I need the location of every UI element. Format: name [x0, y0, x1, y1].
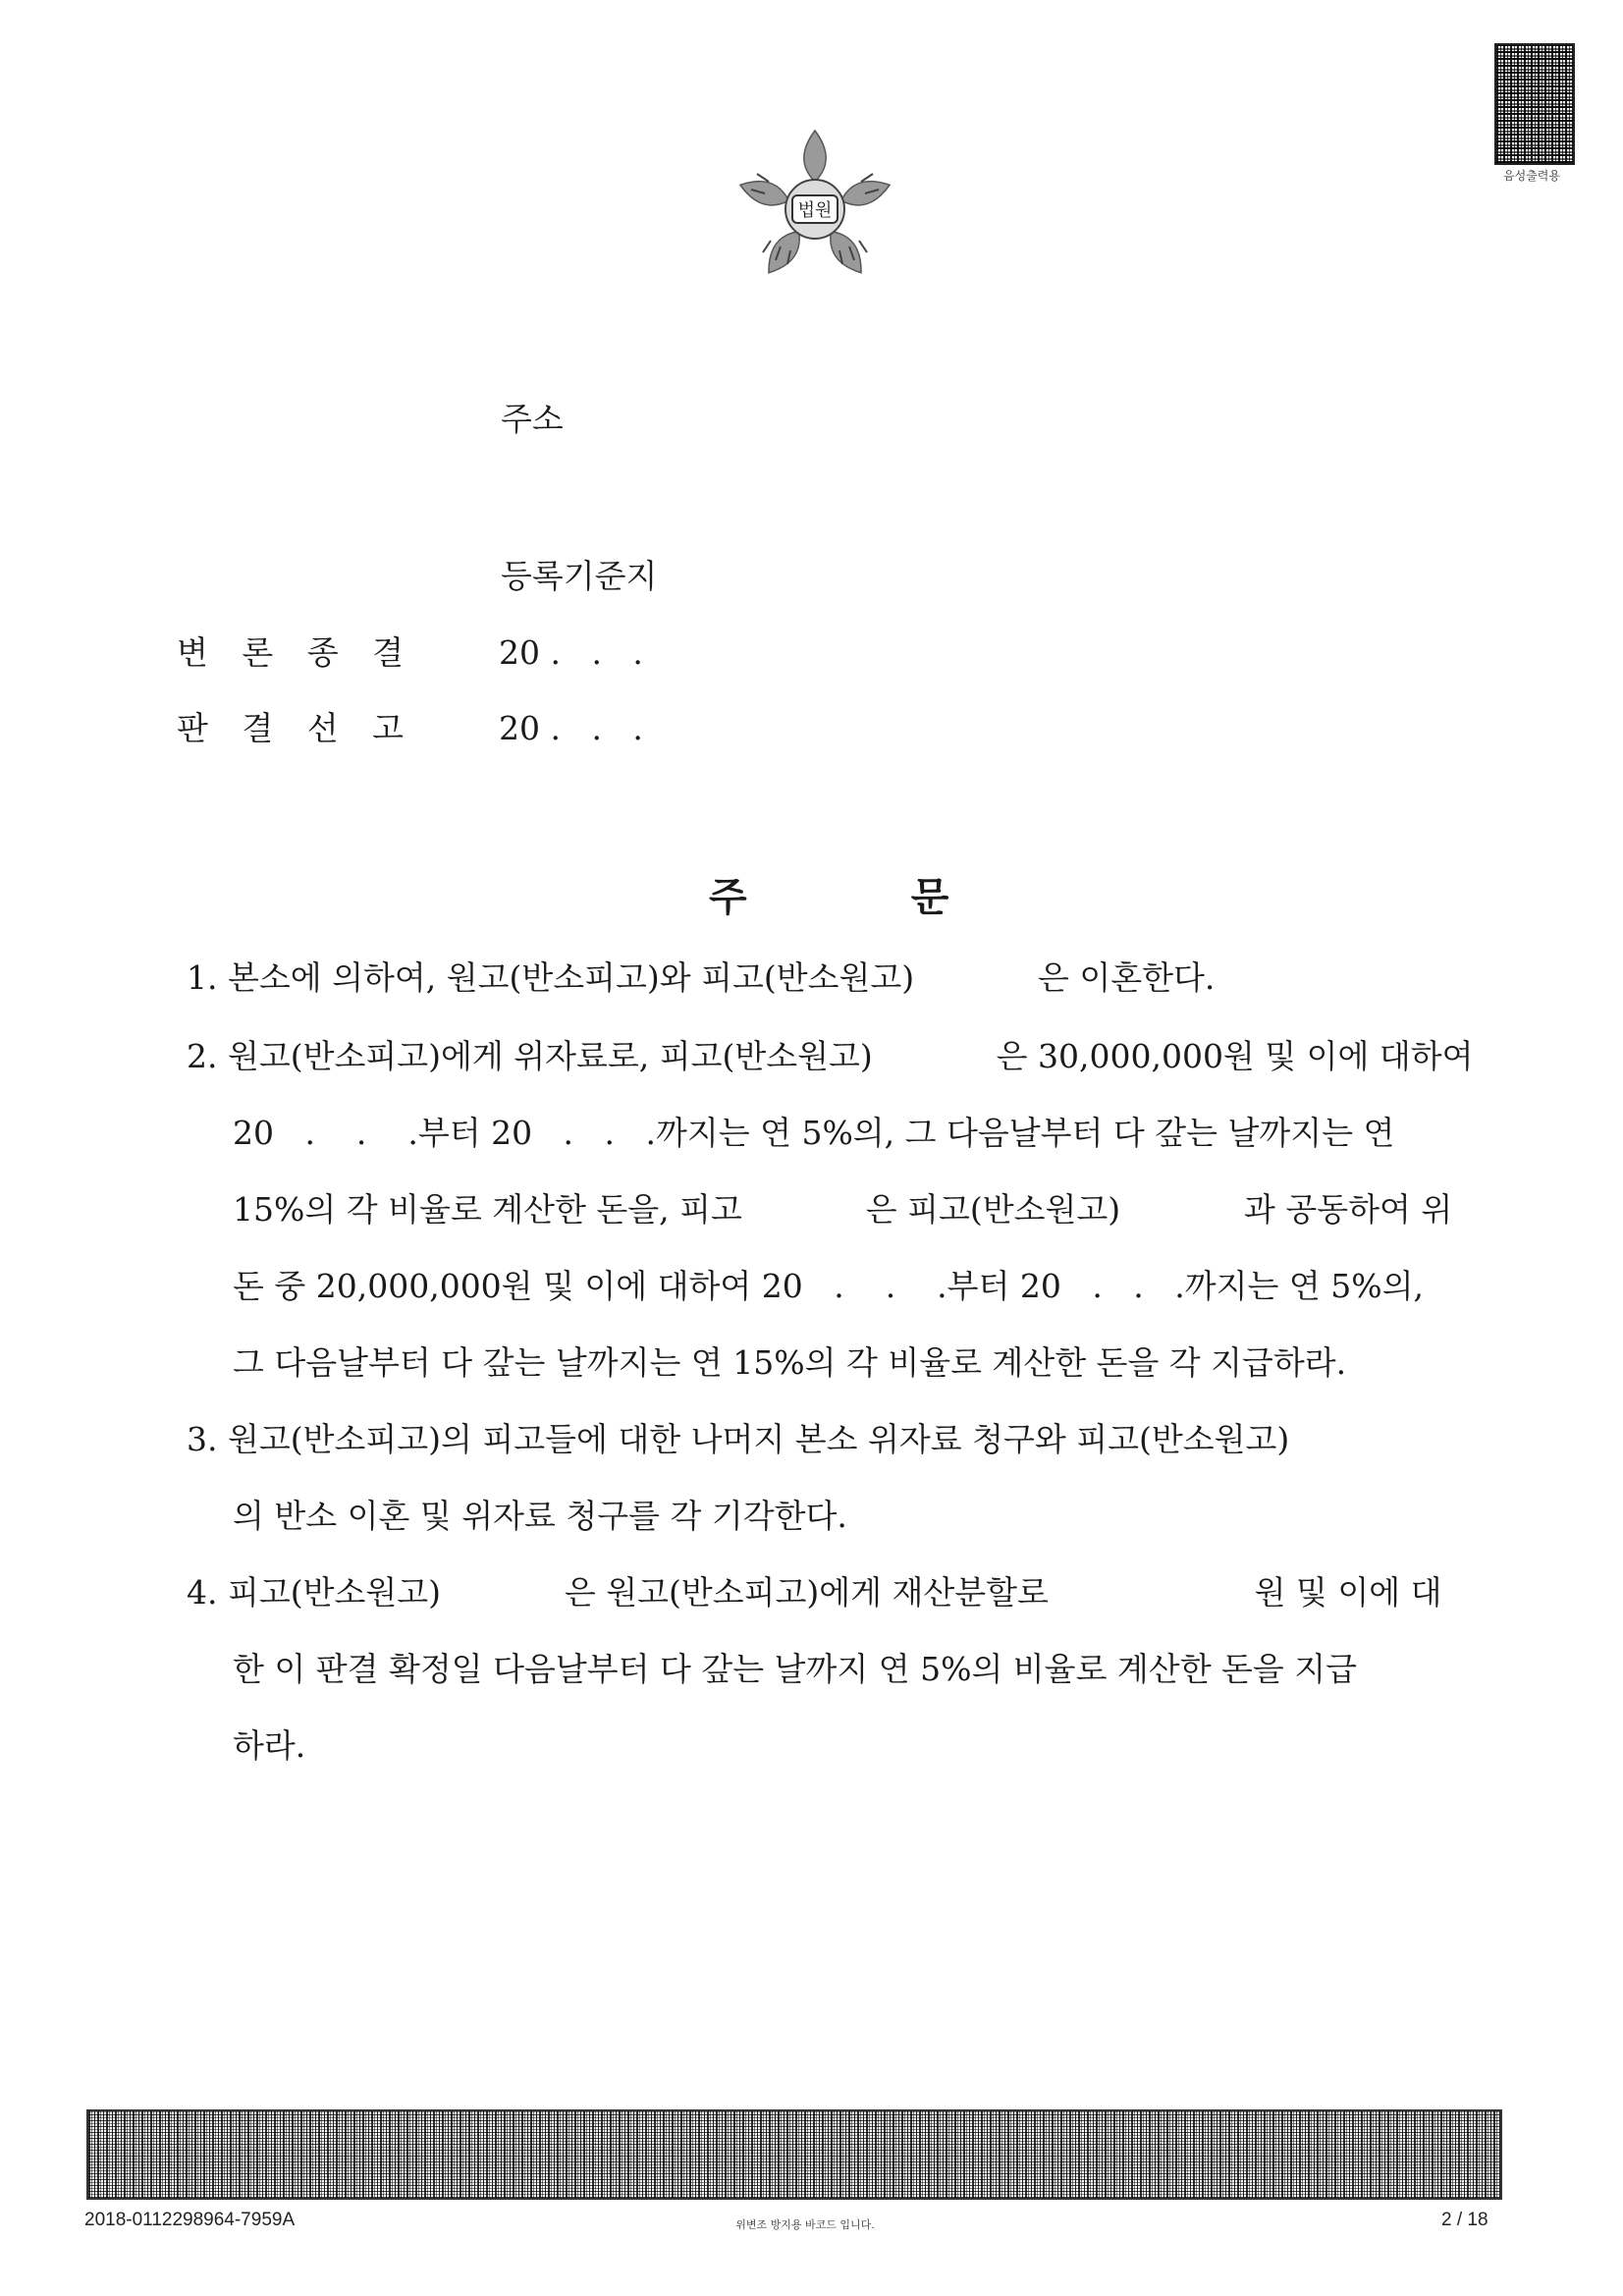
- order-item-1-line-1: 1. 본소에 의하여, 원고(반소피고)와 피고(반소원고) 은 이혼한다.: [187, 958, 1216, 997]
- verdict-label: 판 결 선 고: [177, 709, 415, 747]
- order-item-2-line-1: 2. 원고(반소피고)에게 위자료로, 피고(반소원고) 은 30,000,000원 및 이에 대하여: [187, 1037, 1474, 1075]
- order-item-2-line-4: 돈 중 20,000,000원 및 이에 대하여 20 . . .부터 20 . . .까지는 연 5%의,: [233, 1267, 1424, 1305]
- closing-date: 20 . . .: [499, 633, 643, 672]
- address-label: 주소: [501, 400, 564, 438]
- order-item-4-line-2: 한 이 판결 확정일 다음날부터 다 갚는 날까지 연 5%의 비율로 계산한 돈을 지급: [233, 1650, 1358, 1688]
- registry-label: 등록기준지: [501, 557, 658, 595]
- order-item-2-line-5: 그 다음날부터 다 갚는 날까지는 연 15%의 각 비율로 계산한 돈을 각 지급하라.: [233, 1343, 1347, 1382]
- anti-forgery-barcode-icon: [86, 2109, 1502, 2200]
- court-seal-icon: [731, 123, 898, 290]
- audio-output-label: 음성출력용: [1503, 169, 1560, 183]
- closing-label: 변 론 종 결: [177, 633, 415, 672]
- seal-text: 법원: [797, 200, 833, 221]
- qr-code-icon: [1494, 43, 1575, 165]
- page-number: 2 / 18: [1441, 2210, 1488, 2230]
- order-item-3-line-1: 3. 원고(반소피고)의 피고들에 대한 나머지 본소 위자료 청구와 피고(반소원고): [187, 1420, 1290, 1458]
- order-item-2-line-3: 15%의 각 비율로 계산한 돈을, 피고 은 피고(반소원고) 과 공동하여 위: [233, 1190, 1453, 1229]
- order-item-2-line-2: 20 . . .부터 20 . . .까지는 연 5%의, 그 다음날부터 다 갚는 날까지는 연: [233, 1114, 1395, 1152]
- document-id: 2018-0112298964-7959A: [84, 2210, 296, 2230]
- order-item-4-line-1: 4. 피고(반소원고) 은 원고(반소피고)에게 재산분할로 원 및 이에 대: [187, 1573, 1442, 1612]
- order-item-4-line-3: 하라.: [233, 1726, 306, 1765]
- barcode-note: 위변조 방지용 바코드 입니다.: [735, 2218, 875, 2231]
- page-title: 주 문: [709, 874, 949, 920]
- order-item-3-line-2: 의 반소 이혼 및 위자료 청구를 각 기각한다.: [233, 1497, 847, 1535]
- verdict-date: 20 . . .: [499, 709, 643, 747]
